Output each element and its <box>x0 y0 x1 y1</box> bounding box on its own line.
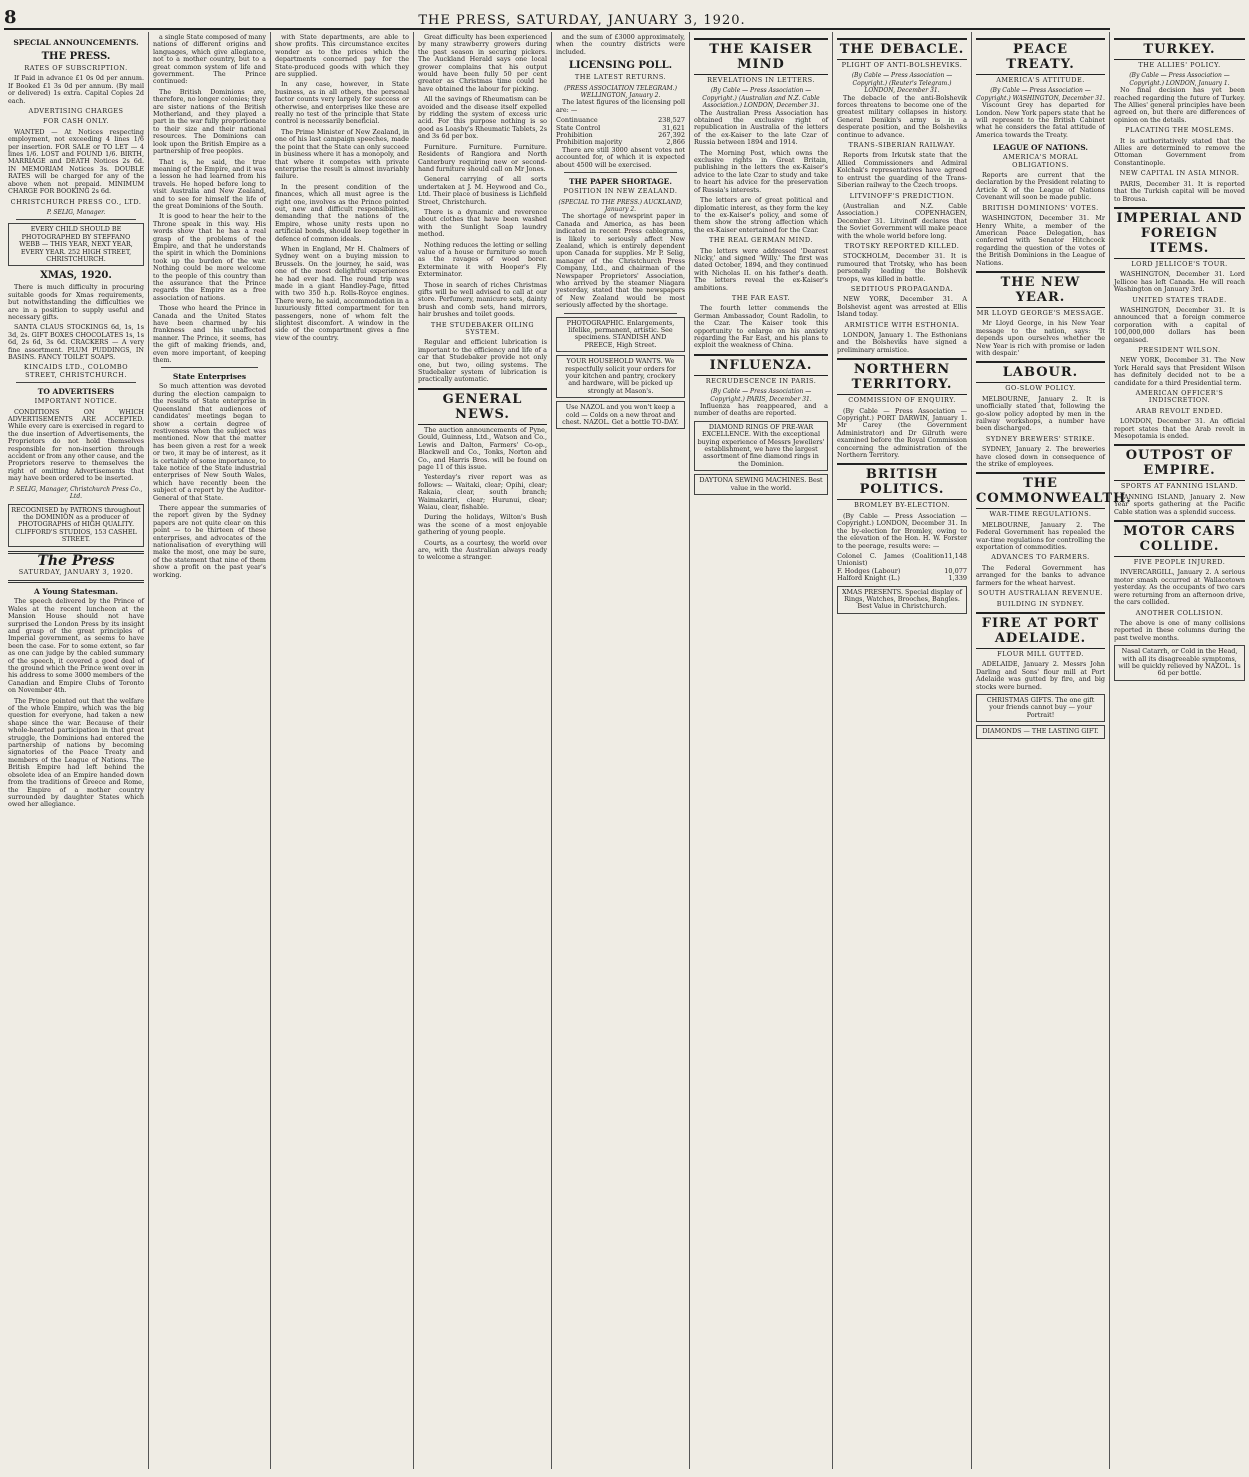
kincaids-advertisement: KINCAIDS LTD., COLOMBO STREET, CHRISTCHURCH. <box>23 363 129 379</box>
enterprises-paragraph: So much attention was devoted during the election campaign to the results of State enterprise in Queensland that audiences of candidates' meetings began to show a certain degree of restiveness when the subject was mentioned. Now that the matter has been given a rest for a week or two, it may be of interest, as it is certainly of some importance, to take notice of the State industrial enterprises of New South Wales, which have recently been the subject of a report by the Auditor-General of that State. <box>153 382 266 502</box>
editorial-paragraph: a single State composed of many nations of different origins and languages, which give allegiance, not to a mother country, but to a great common system of life and government. The Prince continued: <box>153 33 266 86</box>
article-paragraph: with State departments, are able to show profits. This circumstance excites wonder as to the prices which the departments concerned pay for the State-produced goods with which they are supplied. <box>275 33 409 79</box>
collision-text: The above is one of many collisions reported in these columns during the past twelve months. <box>1114 618 1245 642</box>
important-notice-heading: IMPORTANT NOTICE. <box>34 397 118 406</box>
moslems-text: It is authoritatively stated that the Allies are determined to remove the Ottoman Government from Constantinople. <box>1114 136 1245 167</box>
conditions-text: CONDITIONS ON WHICH ADVERTISEMENTS ARE ACCEPTED. While every care is exercised in regard to the due insertion of Advertisements, the Proprietors do not hold themselves responsible for non-insertion through accident or from any other cause, and the Proprietors reserve to themselves the right of omitting Advertisements that may have been ordered to be inserted. <box>8 407 145 483</box>
news-paragraph: All the savings of Rheumatism can be avoided and the disease itself expelled by ridding the system of excess uric acid. For this purpose nothing is so good as Loasby's Rheumatic Tablets, 2s and 3s 6d per box. <box>418 95 547 141</box>
general-news-heading: GENERAL NEWS. <box>418 388 547 425</box>
advertising-text: WANTED — At Notices respecting employment, not exceeding 4 lines 1/6 per insertion. FOR SALE or TO LET — 4 lines 1/6. LOST and FOUND 1/6. BIRTH, MARRIAGE and DEATH Notices 2s 6d. IN MEMORIAM Notices 3s. DOUBLE RATES will be charged for any of the above when not prepaid. MINIMUM CHARGE FOR BOOKING 2s 6d. <box>8 127 144 196</box>
litvinoff-text: (Australian and N.Z. Cable Association.) COPENHAGEN, December 31. Litvinoff declares that the Soviet Government will make peace with the whole world before long. <box>837 201 967 240</box>
peace-treaty-heading: PEACE TREATY. <box>976 38 1105 75</box>
arab-heading: ARAB REVOLT ENDED. <box>1135 406 1224 415</box>
news-paragraph: Great difficulty has been experienced by many strawberry growers during the past season in securing pickers. The Auckland Herald says one local grower complains that his output would have been fully 50 per cent greater as Christmas time could he have obtained the labour for picking. <box>418 33 547 93</box>
diamond-rings-advertisement: DIAMOND RINGS OF PRE-WAR EXCELLENCE. With the exceptional buying experience of Messrs Jewellers' establishment, we have the largest assortment of fine diamond rings in the Dominion. <box>694 421 828 471</box>
news-paragraph: General carrying of all sorts undertaken at J. M. Heywood and Co., Ltd. Their place of business is Lichfield Street, Christchurch. <box>418 175 547 206</box>
news-paragraph: and the sum of £3000 approximately, when the country districts were included. <box>556 33 685 56</box>
turkey-heading: TURKEY. <box>1114 38 1245 60</box>
licensing-intro: The latest figures of the licensing poll are: — <box>556 98 685 114</box>
advertising-subheading: FOR CASH ONLY. <box>42 117 110 126</box>
xmas-presents-advertisement: XMAS PRESENTS. Special display of Rings, Watches, Brooches, Bangles. Best Value in Christchurch. <box>837 586 967 614</box>
turkey-credit: (By Cable — Press Association — Copyright.) LONDON, January 1. <box>1129 72 1230 87</box>
newspaper-page <box>4 4 1245 1469</box>
imperial-items-heading: IMPERIAL AND FOREIGN ITEMS. <box>1114 207 1245 259</box>
litvinoff-heading: LITVINOFF'S PREDICTION. <box>849 191 955 200</box>
editorial-paragraph: The speech delivered by the Prince of Wales at the recent luncheon at the Mansion House should not have surprised the London Press by its insight and grasp of the great principles of Imperial government, as seems to have been the case. For to some extent, so far as one can judge by the cabled summary of the speech, it covered a good deal of the ground which the Prince went over in his address to some 3000 members of the Canadian and Empire Clubs of Toronto on November 4th. <box>8 597 144 695</box>
general-news-paragraph: During the holidays, Wilton's Bush was the scene of a most enjoyable gathering of young people. <box>418 513 547 537</box>
jellicoe-heading: LORD JELLICOE'S TOUR. <box>1131 259 1228 268</box>
seditious-heading: SEDITIOUS PROPAGANDA. <box>850 284 954 293</box>
wilson-heading: PRESIDENT WILSON. <box>1138 345 1221 354</box>
fire-text: ADELAIDE, January 2. Messrs John Darling and Sons' flour mill at Port Adelaide was gutted by fire, and big stocks were burned. <box>976 660 1105 691</box>
arab-text: LONDON, December 31. An official report states that the Arab revolt in Mesopotamia is ended. <box>1114 417 1245 441</box>
article-paragraph: In the present condition of the finances, which all must agree is the right one, involves as the Prince pointed out, new and difficult responsibilities, demanding that the nations of the Empire, whose unity rests upon no artificial bonds, should keep together in defence of common ideals. <box>275 182 409 243</box>
candidate: F. Hodges (Labour) <box>837 566 901 575</box>
column-4 <box>414 32 552 1469</box>
league-text: Reports are current that the declaration by the President relating to Article X of the League of Nations Covenant will soon be made public. <box>976 171 1105 202</box>
league-heading: LEAGUE OF NATIONS. <box>992 143 1089 153</box>
peace-treaty-credit: (By Cable — Press Association — Copyright.) WASHINGTON, December 31. <box>976 87 1105 102</box>
nazol-advertisement: Nasal Catarrh, or Cold in the Head, with all its disagreeable symptoms, will be quickly relieved by NAZOL. 1s 6d per bottle. <box>1114 645 1245 681</box>
debacle-subheading: PLIGHT OF ANTI-BOLSHEVIKS. <box>841 61 963 69</box>
masthead <box>4 4 1110 30</box>
votes-heading: BRITISH DOMINIONS' VOTES. <box>982 203 1099 212</box>
general-news-paragraph: Yesterday's river report was as follows: — Waitaki, clear; Opihi, clear; Rakaia, clear, south branch; Waimakariri, clear; Hurunui, clear; Waiau, clear, fishable. <box>418 473 547 511</box>
labour-heading: LABOUR. <box>976 361 1105 383</box>
licensing-credit: (PRESS ASSOCIATION TELEGRAM.) WELLINGTON, January 2. <box>564 84 677 100</box>
estonia-heading: ARMISTICE WITH ESTHONIA. <box>844 320 960 329</box>
votes-text: WASHINGTON, December 31. Mr Henry White, a member of the American Peace Delegation, has conferred with Senator Hitchcock regarding the question of the votes of the British Dominions in the League of Nations. <box>976 214 1105 267</box>
candidate: Halford Knight (L.) <box>837 574 900 583</box>
licensing-note: There are still 3000 absent votes not accounted for, of which it is expected about 4500 will be exercised. <box>556 145 685 169</box>
league-subheading: AMERICA'S MORAL OBLIGATIONS. <box>1003 153 1078 169</box>
xmas-text: There is much difficulty in procuring suitable goods for Xmas requirements, but notwithstanding the difficulties we are in a position to supply useful and necessary gifts. <box>8 283 144 321</box>
influenza-credit: (By Cable — Press Association — Copyright.) PARIS, December 31. <box>710 388 812 403</box>
column-9 <box>1110 32 1249 1469</box>
paper-shortage-subheading: POSITION IN NEW ZEALAND. <box>563 187 678 196</box>
paper-shortage-heading: THE PAPER SHORTAGE. <box>569 177 672 187</box>
column-8 <box>972 32 1132 1469</box>
diamonds-advertisement: DIAMONDS — THE LASTING GIFT. <box>976 725 1105 738</box>
column-7 <box>833 32 972 1469</box>
trade-heading: UNITED STATES TRADE. <box>1132 295 1227 304</box>
poll-value: 267,392 <box>658 131 685 140</box>
column-6 <box>690 32 833 1469</box>
news-paragraph: Furniture. Furniture. Furniture. Residents of Rangiora and North Canterbury requiring new or second-hand furniture should call on Mr Jones. <box>418 142 547 173</box>
nazol-advertisement: Use NAZOL and you won't keep a cold — Colds on a new throat and chest. NAZOL. Get a bottle TO-DAY. <box>556 401 685 429</box>
page-number: 8 <box>4 7 17 28</box>
far-east-text: The fourth letter commends the German Ambassador, Count Radolin, to the Czar. The Kaiser took this opportunity to enlarge on his anxiety regarding the Far East, and his plans to exploit the weakness of China. <box>694 304 828 350</box>
bromley-subheading: BROMLEY BY-ELECTION. <box>854 501 950 510</box>
kaiser-paragraph: The Australian Press Association has obtained the exclusive right of republication in Australia of the letters of the ex-Kaiser to the late Czar of Russia between 1894 and 1914. <box>694 108 828 147</box>
studebaker-heading: THE STUDEBAKER OILING SYSTEM. <box>430 320 535 337</box>
columns <box>4 32 1245 1469</box>
daytona-advertisement: DAYTONA SEWING MACHINES. Best value in the world. <box>694 474 828 495</box>
christmas-gifts-advertisement: CHRISTMAS GIFTS. The one gift your friends cannot buy — your Portrait! <box>976 694 1105 722</box>
to-advertisers-heading: TO ADVERTISERS <box>37 387 115 397</box>
estonia-text: LONDON, January 1. The Esthonians and the Bolsheviks have signed a preliminary armistice. <box>837 331 967 354</box>
german-mind-text: The letters were addressed 'Dearest Nicky,' and signed 'Willy.' The first was dated October, 1894, and they continued with Nicholas II. on his father's death. The letters reveal the ex-Kaiser's ambitions. <box>694 246 828 292</box>
fire-subheading: FLOUR MILL GUTTED. <box>997 649 1084 658</box>
turkey-text: No final decision has yet been reached regarding the future of Turkey. The Allies' general principles have been agreed on, but there are differences of opinion on the details. <box>1114 86 1245 124</box>
paper-shortage-text: The shortage of newsprint paper in Canada and America, as has been indicated in recent Press cablegrams, is likely to seriously affect New Zealand, which is entirely dependent upon Canada for supplies. Mr P. Selig, manager of the Christchurch Press Company, Ltd., and chairman of the Newspaper Proprietors' Association, who arrived by the steamer Niagara yesterday, stated that the newspapers of New Zealand would be most seriously affected by the shortage. <box>556 212 685 310</box>
poll-label: Continuance <box>556 116 598 125</box>
jellicoe-text: WASHINGTON, December 31. Lord Jellicoe has left Canada. He will reach Washington on January 3rd. <box>1114 270 1245 294</box>
railway-heading: TRANS-SIBERIAN RAILWAY. <box>848 141 956 150</box>
kaiser-paragraph: The letters are of great political and diplomatic interest, as they form the key to the ex-Kaiser's policy, and some of them show the strong affection which the ex-Kaiser entertained for the Czar. <box>694 196 828 234</box>
licensing-subheading: THE LATEST RETURNS. <box>574 73 667 82</box>
article-paragraph: The Prime Minister of New Zealand, in one of his last campaign speeches, made the point that the State can only succeed in business where it has a monopoly, and that where it competes with private enterprise the result is almost invariably failure. <box>275 127 409 181</box>
cliffords-advertisement: RECOGNISED by PATRONS throughout the DOMINION as a producer of PHOTOGRAPHS of HIGH QUALITY. CLIFFORD'S STUDIOS, 153 CASHEL STREET. <box>8 504 144 547</box>
company-name: CHRISTCHURCH PRESS CO., LTD. <box>10 197 142 206</box>
labour-text: MELBOURNE, January 2. It is unofficially stated that, following the go-slow policy adopted by men in the railway workshops, a number have been discharged. <box>976 394 1105 433</box>
seditious-text: NEW YORK, December 31. A Bolshevist agent was arrested at Ellis Island today. <box>837 295 967 319</box>
commonwealth-heading: THE COMMONWEALTH. <box>976 472 1105 509</box>
licensing-poll-heading: LICENSING POLL. <box>568 60 673 72</box>
debacle-heading: THE DEBACLE. <box>837 38 967 60</box>
revenue-heading: SOUTH AUSTRALIAN REVENUE. <box>978 589 1103 598</box>
peace-treaty-text: Viscount Grey has departed for London. New York papers state that he will represent to the British Cabinet what he considers the fatal attitude of America towards the Treaty. <box>976 101 1105 139</box>
editorial-paragraph: The British Dominions are, therefore, no longer colonies; they are sister nations of the British Motherland, and they played a part in the war fully proportionate to their size and their national resources. The Dominions can look upon the British Empire as a partnership of free peoples. <box>153 87 266 156</box>
outpost-heading: OUTPOST OF EMPIRE. <box>1114 444 1245 481</box>
british-politics-heading: BRITISH POLITICS. <box>837 463 967 500</box>
trotsky-text: STOCKHOLM, December 31. It is rumoured that Trotsky, who has been personally leading the Bolshevik troops, was killed in battle. <box>837 252 967 283</box>
poll-value: 31,621 <box>662 123 685 132</box>
officer-heading: AMERICAN OFFICER'S INDISCRETION. <box>1135 389 1224 405</box>
poll-label: Prohibition <box>556 131 593 140</box>
editorial-paragraph: That is, he said, the true meaning of the Empire, and it was a lesson he had learned from his travels. He hoped before long to visit Australia and New Zealand, and to see for himself the life of the great Dominions of the South. <box>153 157 266 210</box>
dateline: THE PRESS, SATURDAY, JANUARY 3, 1920. <box>418 13 746 28</box>
poll-label: Prohibition majority <box>556 138 623 147</box>
candidate: Colonel C. James (Coalition Unionist) <box>837 551 945 568</box>
farmers-text: The Federal Government has arranged for the banks to advance farmers for the wheat harvest. <box>976 563 1105 587</box>
studebaker-text: Regular and efficient lubrication is important to the efficiency and life of a car that Studebaker provide not only one, but two, oiling systems. The Studebaker system of lubrication is practically automatic. <box>418 338 547 384</box>
household-advertisement: YOUR HOUSEHOLD WANTS. We respectfully solicit your orders for your kitchen and pantry, crockery and hardware, will be picked up strongly at Mason's. <box>556 355 685 398</box>
northern-territory-subheading: COMMISSION OF ENQUIRY. <box>848 396 956 405</box>
column-2 <box>149 32 271 1469</box>
article-paragraph: In any case, however, in State business, as in all others, the personal factor counts very largely for success or otherwise, and enterprises like these are really no test of the principle that State control is necessarily beneficial. <box>275 80 409 126</box>
rates-heading: RATES OF SUBSCRIPTION. <box>24 64 128 72</box>
conditions-signature: P. SELIG, Manager, Christchurch Press Co., Ltd. <box>9 485 143 501</box>
general-news-paragraph: The auction announcements of Pyne, Gould, Guinness, Ltd., Watson and Co., Lewis and Dalton, Farmers' Co-op., Blackwell and Co., Tonks, Norton and Co., and Harris Bros. will be found on page 11 of this issue. <box>418 425 547 471</box>
company-signature: P. SELIG, Manager. <box>46 208 106 216</box>
commonwealth-text: MELBOURNE, January 2. The Federal Government has repealed the war-time regulations for controlling the exportation of commodities. <box>976 520 1105 552</box>
advertising-heading: ADVERTISING CHARGES <box>28 107 124 116</box>
influenza-text: Influenza has reappeared, and a number of deaths are reported. <box>694 402 828 418</box>
brewers-text: SYDNEY, January 2. The breweries have closed down in consequence of the strike of employees. <box>976 445 1105 469</box>
building-heading: BUILDING IN SYDNEY. <box>996 599 1085 608</box>
new-year-subheading: MR LLOYD GEORGE'S MESSAGE. <box>976 308 1105 317</box>
peace-treaty-subheading: AMERICA'S ATTITUDE. <box>996 76 1085 84</box>
column-1 <box>4 32 149 1469</box>
editorial-paragraph: It is good to hear the heir to the Throne speak in this way. His words show that he has a real grasp of the problems of the Empire, and that he understands the spirit in which the Dominions took up the burden of the war. Nothing could be more welcome to the people of this country than the assurance that the Prince regards the Empire as a free association of nations. <box>153 212 266 302</box>
collision-heading: ANOTHER COLLISION. <box>1135 608 1224 617</box>
influenza-heading: INFLUENZA. <box>694 354 828 376</box>
kaiser-credit: (By Cable — Press Association — Copyright.) (Australian and N.Z. Cable Association.) LONDON, December 31. <box>702 87 820 110</box>
labour-subheading: GO-SLOW POLICY. <box>1005 384 1076 393</box>
votes: 1,339 <box>948 574 967 583</box>
poll-value: 238,527 <box>658 116 685 125</box>
paper-name-heading: THE PRESS. <box>41 51 111 62</box>
kaiser-subheading: REVELATIONS IN LETTERS. <box>707 76 815 84</box>
capital-text: PARIS, December 31. It is reported that the Turkish capital will be moved to Brousa. <box>1114 179 1245 203</box>
photo-advertisement: EVERY CHILD SHOULD BE PHOTOGRAPHED BY STEFFANO WEBB — THIS YEAR, NEXT YEAR, EVERY YEAR. 252 HIGH STREET, CHRISTCHURCH. <box>8 223 144 266</box>
northern-territory-heading: NORTHERN TERRITORY. <box>837 358 967 395</box>
farmers-heading: ADVANCES TO FARMERS. <box>991 553 1090 562</box>
turkey-subheading: THE ALLIES' POLICY. <box>1138 61 1221 69</box>
general-news-paragraph: Courts, as a courtesy, the world over are, with the Australian always ready to welcome a stranger. <box>418 538 547 562</box>
bromley-text: (By Cable — Press Association — Copyright.) LONDON, December 31. In the by-election for Bromley, owing to the elevation of the Hon. H. W. Forster to the peerage, results were: — <box>837 511 967 550</box>
votes: 10,077 <box>944 566 967 575</box>
german-mind-heading: THE REAL GERMAN MIND. <box>709 236 813 245</box>
flag-date: SATURDAY, JANUARY 3, 1920. <box>18 567 134 576</box>
news-paragraph: There is a dynamic and reverence about clothes that have been washed with the Sunlight Soap laundry method. <box>418 207 547 239</box>
outpost-text: FANNING ISLAND, January 2. New Year sports gathering at the Pacific Cable station was a splendid success. <box>1114 492 1245 516</box>
influenza-subheading: RECRUDESCENCE IN PARIS. <box>705 376 817 385</box>
paper-shortage-credit: (SPECIAL TO THE PRESS.) AUCKLAND, January 2. <box>558 198 683 213</box>
debacle-text: The debacle of the anti-Bolshevik forces threatens to become one of the greatest military collapses in history. General Denikin's army is in a desperate position, and the Bolsheviks continue to advance. <box>837 93 967 139</box>
enterprises-paragraph: There appear the summaries of the report given by the Sydney papers are not quite clear on this point — to be thirteen of these enterprises, and advocates of the nationalisation of everything will make the most, one may be sure, of the statement that nine of them show a profit on the past year's working. <box>153 503 266 579</box>
editorial-paragraph: Those who heard the Prince in Canada and the United States have been charmed by his frankness and his unaffected manner. The Prince, it seems, has the gift of making friends, and, even more important, of keeping them. <box>153 304 266 365</box>
election-row <box>837 575 967 582</box>
poll-value: 2,866 <box>666 138 685 147</box>
xmas-items: SANTA CLAUS STOCKINGS 6d, 1s, 1s 3d, 2s. GIFT BOXES CHOCOLATES 1s, 1s 6d, 2s 6d, 3s 6d. CRACKERS — A very fine assortment. PLUM PUDDINGS, IN BASINS. FANCY TOILET SOAPS. <box>8 323 144 361</box>
poll-label: State Control <box>556 123 601 132</box>
editorial-paragraph: The Prince pointed out that the welfare of the whole Empire, which was the big question for everyone, had taken a new shape since the war. Because of their whole-hearted participation in that great struggle, the Dominions had entered the partnership of nations by becoming signatories of the Peace Treaty and members of the League of Nations. The British Empire had left behind the obsolete idea of an Empire handed down from the traditions of Greece and Rome, the Empire of a mother country surrounded by daughter States which owed her allegiance. <box>8 696 144 809</box>
moslems-heading: PLACATING THE MOSLEMS. <box>1125 126 1234 135</box>
railway-text: Reports from Irkutsk state that the Allied Commissioners and Admiral Kolchak's representatives have agreed to entrust the guarding of the Trans-Siberian railway to the Czech troops. <box>837 151 967 190</box>
votes: 11,148 <box>944 551 967 560</box>
new-year-heading: THE NEW YEAR. <box>976 271 1105 308</box>
xmas-heading: XMAS, 1920. <box>40 270 112 282</box>
column-3 <box>271 32 414 1469</box>
commonwealth-subheading: WAR-TIME REGULATIONS. <box>989 510 1092 519</box>
special-announcements-heading: SPECIAL ANNOUNCEMENTS. <box>13 38 139 47</box>
outpost-subheading: SPORTS AT FANNING ISLAND. <box>1120 482 1239 491</box>
trade-text: WASHINGTON, December 31. It is announced that a foreign commerce corporation with a capital of 100,000,000 dollars has been organised. <box>1114 305 1245 344</box>
far-east-heading: THE FAR EAST. <box>731 293 791 302</box>
northern-territory-text: (By Cable — Press Association — Copyright.) PORT DARWIN, January 1. Mr Carey (the Government Administrator) and Dr Gilruth were examined before the Royal Commission concerning the administration of the Northern Territory. <box>837 406 967 460</box>
photographic-advertisement: PHOTOGRAPHIC. Enlargements, lifelike, permanent, artistic. See specimens. STANDISH AND PREECE, High Street. <box>556 317 685 353</box>
motor-subheading: FIVE PEOPLE INJURED. <box>1133 558 1226 567</box>
fire-heading: FIRE AT PORT ADELAIDE. <box>976 612 1105 649</box>
motor-heading: MOTOR CARS COLLIDE. <box>1114 520 1245 557</box>
article-paragraph: When in England, Mr H. Chalmers of Sydney went on a buying mission to Brussels. On the journey, he said, was one of the most delightful experiences he had ever had. The round trip was made in a giant Handley-Page, fitted with two 350 h.p. Rolls-Royce engines. There were, he said, accommodation in a luxuriously fitted compartment for ten passengers, none of whom felt the slightest discomfort. A window in the side of the compartment gives a fine view of the country. <box>275 244 409 342</box>
kaiser-paragraph: The Morning Post, which owns the exclusive rights in Great Britain, publishing in the letters the ex-Kaiser's advice to the late Czar to study and take to heart his advice for the preservation of Russia's interests. <box>694 148 828 194</box>
kaiser-heading: THE KAISER MIND <box>694 38 828 75</box>
column-5 <box>552 32 690 1469</box>
election-row <box>837 553 967 568</box>
debacle-credit: (By Cable — Press Association — Copyright.) (Reuter's Telegram.) LONDON, December 31. <box>851 72 953 95</box>
state-enterprises-heading: State Enterprises <box>172 372 247 382</box>
motor-text: INVERCARGILL, January 2. A serious motor smash occurred at Wallacetown yesterday. As the occupants of two cars were returning from an afternoon drive, the cars collided. <box>1114 568 1245 607</box>
new-year-text: Mr Lloyd George, in his New Year message to the nation, says: 'It depends upon ourselves whether the New Year is rich with promise or laden with despair.' <box>976 319 1105 357</box>
news-paragraph: Nothing reduces the letting or selling value of a house or furniture so much as the ravages of wood borer. Exterminate it with Hooper's Fly Exterminator. <box>418 240 547 279</box>
wilson-text: NEW YORK, December 31. The New York Herald says that President Wilson has definitely decided not to be a candidate for a third Presidential term. <box>1114 356 1245 387</box>
news-paragraph: Those in search of riches Christmas gifts will be well advised to call at our store. Perfumery, manicure sets, dainty brush and comb sets, hand mirrors, hair brushes and toilet goods. <box>418 280 547 319</box>
capital-heading: NEW CAPITAL IN ASIA MINOR. <box>1119 169 1240 178</box>
editorial-heading: A Young Statesman. <box>34 587 118 597</box>
newspaper-flag: The Press <box>37 552 115 569</box>
brewers-heading: SYDNEY BREWERS' STRIKE. <box>985 434 1096 443</box>
rates-text: If Paid in advance £1 0s 0d per annum. If Booked £1 3s 0d per annum. (By mail or delivered) 1s extra. Capital Copies 2d each. <box>8 74 144 105</box>
trotsky-heading: TROTSKY REPORTED KILLED. <box>844 241 960 250</box>
